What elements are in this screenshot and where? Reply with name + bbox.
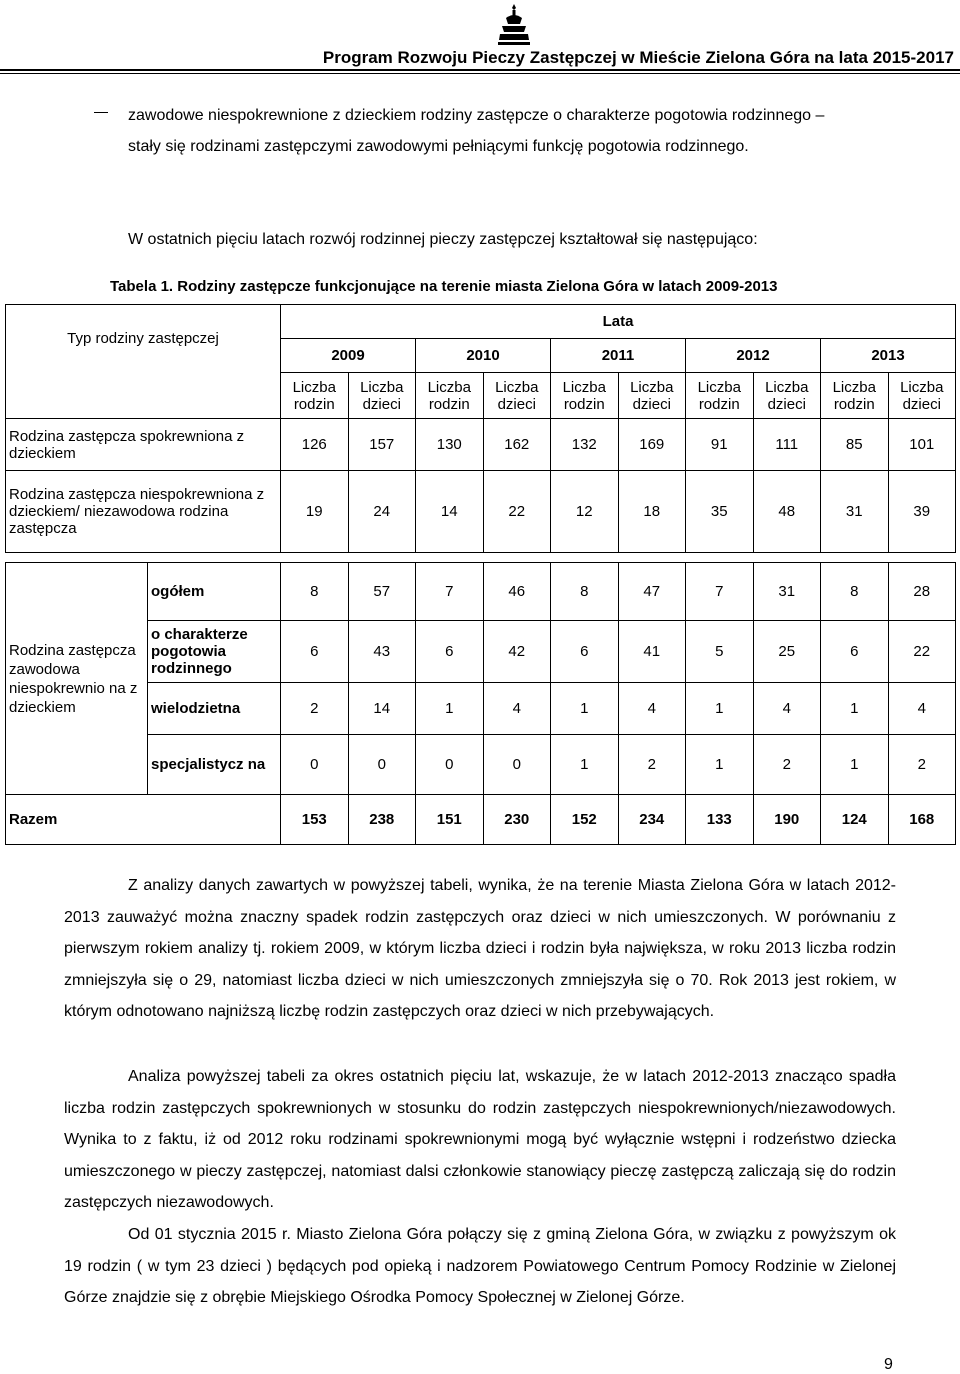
value-cell: 6 <box>416 621 484 683</box>
value-cell: 2 <box>281 683 349 735</box>
value-cell: 14 <box>416 471 484 553</box>
year-header: 2010 <box>416 339 551 373</box>
sub-header: Liczba dzieci <box>618 373 686 419</box>
page-header <box>0 0 960 75</box>
value-cell: 91 <box>686 419 754 471</box>
value-cell: 22 <box>888 621 956 683</box>
value-cell: 157 <box>348 419 416 471</box>
header-rule-thin <box>0 73 960 74</box>
intro-text: W ostatnich pięciu latach rozwój rodzinnej pieczy zastępczej kształtował się następująco: <box>128 231 758 248</box>
value-cell: 8 <box>551 563 619 621</box>
row-label: Rodzina zastępcza niespokrewniona z dzieckiem/ niezawodowa rodzina zastępcza <box>6 471 281 553</box>
value-cell: 1 <box>551 683 619 735</box>
row-label: wielodzietna <box>148 683 281 735</box>
table-row <box>6 419 956 471</box>
value-cell: 101 <box>888 419 956 471</box>
value-cell: 162 <box>483 419 551 471</box>
value-cell: 2 <box>753 735 821 795</box>
value-cell: 57 <box>348 563 416 621</box>
sub-header: Liczba dzieci <box>348 373 416 419</box>
row-label: ogółem <box>148 563 281 621</box>
value-cell: 1 <box>551 735 619 795</box>
sub-header: Liczba rodzin <box>416 373 484 419</box>
value-cell: 0 <box>281 735 349 795</box>
value-cell: 85 <box>821 419 889 471</box>
value-cell: 126 <box>281 419 349 471</box>
value-cell: 130 <box>416 419 484 471</box>
year-header: 2013 <box>821 339 956 373</box>
row-label: Rodzina zastępcza spokrewniona z dzieckiem <box>6 419 281 471</box>
table-row <box>6 621 956 683</box>
value-cell: 190 <box>753 795 821 845</box>
header-title: Program Rozwoju Pieczy Zastępczej w Mieście Zielona Góra na lata 2015-2017 <box>322 48 954 67</box>
value-cell: 0 <box>416 735 484 795</box>
value-cell: 7 <box>686 563 754 621</box>
value-cell: 6 <box>551 621 619 683</box>
sub-header: Liczba dzieci <box>753 373 821 419</box>
row-label: o charakterze pogotowia rodzinnego <box>148 621 281 683</box>
value-cell: 41 <box>618 621 686 683</box>
value-cell: 28 <box>888 563 956 621</box>
value-cell: 151 <box>416 795 484 845</box>
row-label: specjalistycz na <box>148 735 281 795</box>
paragraph: Od 01 stycznia 2015 r. Miasto Zielona Góra połączy się z gminą Zielona Góra, w związku z powyższym ok 19 rodzin ( w tym 23 dzieci ) będących pod opieką i nadzorem Powiatowego Centrum Pomocy Rodzinie w Zielonej Górze znajdzie się z obrębie Miejskiego Ośrodka Pomocy Społecznej w Zielonej Górze. <box>64 1226 896 1306</box>
value-cell: 152 <box>551 795 619 845</box>
paragraph: Analiza powyższej tabeli za okres ostatnich pięciu lat, wskazuje, że w latach 2012-2013 znacząco spadła liczba rodzin zastępczych spokrewnionych w stosunku do rodzin zastępczych niespokrewnionych/niezawodowych. Wynika to z faktu, iż od 2012 roku rodzinami spokrewnionymi mogą być wyłącznie wstępni i rodzeństwo dziecka umieszczonego w pieczy zastępczej, natomiast dalsi członkowie stanowiący pieczę zastępczą zaliczają się do rodzin zastępczych niezawodowych. <box>64 1068 896 1211</box>
value-cell: 4 <box>618 683 686 735</box>
type-header: Typ rodziny zastępczej <box>6 305 281 373</box>
value-cell: 43 <box>348 621 416 683</box>
value-cell: 31 <box>821 471 889 553</box>
value-cell: 1 <box>686 683 754 735</box>
value-cell: 0 <box>348 735 416 795</box>
row-label: Razem <box>6 795 281 845</box>
value-cell: 8 <box>281 563 349 621</box>
value-cell: 169 <box>618 419 686 471</box>
value-cell: 4 <box>888 683 956 735</box>
value-cell: 124 <box>821 795 889 845</box>
value-cell: 6 <box>281 621 349 683</box>
table-row <box>6 373 956 419</box>
city-crest-logo-icon <box>496 2 532 46</box>
page-number: 9 <box>884 1356 893 1373</box>
bullet-text: zawodowe niespokrewnione z dzieckiem rodziny zastępcze o charakterze pogotowia rodzinnego – stały się rodzinami zastępczymi zawodowymi pełniącymi funkcję pogotowia rodzinnego. <box>128 107 825 155</box>
sub-header: Liczba rodzin <box>686 373 754 419</box>
empty-cell <box>6 373 281 419</box>
table-row <box>6 305 956 339</box>
table-row <box>6 795 956 845</box>
value-cell: 111 <box>753 419 821 471</box>
value-cell: 2 <box>618 735 686 795</box>
value-cell: 4 <box>753 683 821 735</box>
value-cell: 132 <box>551 419 619 471</box>
value-cell: 2 <box>888 735 956 795</box>
value-cell: 47 <box>618 563 686 621</box>
value-cell: 1 <box>821 683 889 735</box>
year-header: 2009 <box>281 339 416 373</box>
value-cell: 18 <box>618 471 686 553</box>
value-cell: 12 <box>551 471 619 553</box>
value-cell: 153 <box>281 795 349 845</box>
value-cell: 35 <box>686 471 754 553</box>
value-cell: 14 <box>348 683 416 735</box>
value-cell: 46 <box>483 563 551 621</box>
table-row <box>6 683 956 735</box>
value-cell: 25 <box>753 621 821 683</box>
sub-header: Liczba dzieci <box>483 373 551 419</box>
value-cell: 19 <box>281 471 349 553</box>
value-cell: 8 <box>821 563 889 621</box>
value-cell: 5 <box>686 621 754 683</box>
value-cell: 31 <box>753 563 821 621</box>
table-row <box>6 735 956 795</box>
value-cell: 7 <box>416 563 484 621</box>
table-caption: Tabela 1. Rodziny zastępcze funkcjonujące na terenie miasta Zielona Góra w latach 2009-2013 <box>110 278 778 295</box>
header-rule <box>0 69 960 71</box>
year-header: 2011 <box>551 339 686 373</box>
paragraph: Z analizy danych zawartych w powyższej tabeli, wynika, że na terenie Miasta Zielona Góra w latach 2012-2013 zauważyć można znaczny spadek rodzin zastępczych oraz dzieci w nich umieszczonych. W porównaniu z pierwszym rokiem analizy tj. rokiem 2009, w którym liczba dzieci i rodzin była największa, w roku 2013 liczba rodzin zmniejszyła się o 29, natomiast liczba dzieci w nich umieszczonych zmniejszyła się o 70. Rok 2013 jest rokiem, w którym odnotowano najniższą liczbę rodzin zastępczych oraz dzieci w nich przebywających. <box>64 877 896 1020</box>
foster-families-table <box>5 304 956 845</box>
sub-header: Liczba rodzin <box>821 373 889 419</box>
value-cell: 24 <box>348 471 416 553</box>
bullet-dash <box>94 112 108 113</box>
value-cell: 48 <box>753 471 821 553</box>
value-cell: 22 <box>483 471 551 553</box>
table-row <box>6 553 956 563</box>
sub-header: Liczba rodzin <box>281 373 349 419</box>
sub-header: Liczba dzieci <box>888 373 956 419</box>
value-cell: 1 <box>821 735 889 795</box>
value-cell: 1 <box>416 683 484 735</box>
sub-header: Liczba rodzin <box>551 373 619 419</box>
spacer-cell <box>6 553 956 563</box>
value-cell: 230 <box>483 795 551 845</box>
value-cell: 234 <box>618 795 686 845</box>
years-header: Lata <box>281 305 956 339</box>
value-cell: 6 <box>821 621 889 683</box>
value-cell: 133 <box>686 795 754 845</box>
professional-family-label: Rodzina zastępcza zawodowa niespokrewnio na z dzieckiem <box>6 563 148 795</box>
value-cell: 42 <box>483 621 551 683</box>
value-cell: 39 <box>888 471 956 553</box>
table-row <box>6 563 956 621</box>
value-cell: 238 <box>348 795 416 845</box>
table-row <box>6 471 956 553</box>
value-cell: 168 <box>888 795 956 845</box>
value-cell: 4 <box>483 683 551 735</box>
year-header: 2012 <box>686 339 821 373</box>
value-cell: 0 <box>483 735 551 795</box>
value-cell: 1 <box>686 735 754 795</box>
